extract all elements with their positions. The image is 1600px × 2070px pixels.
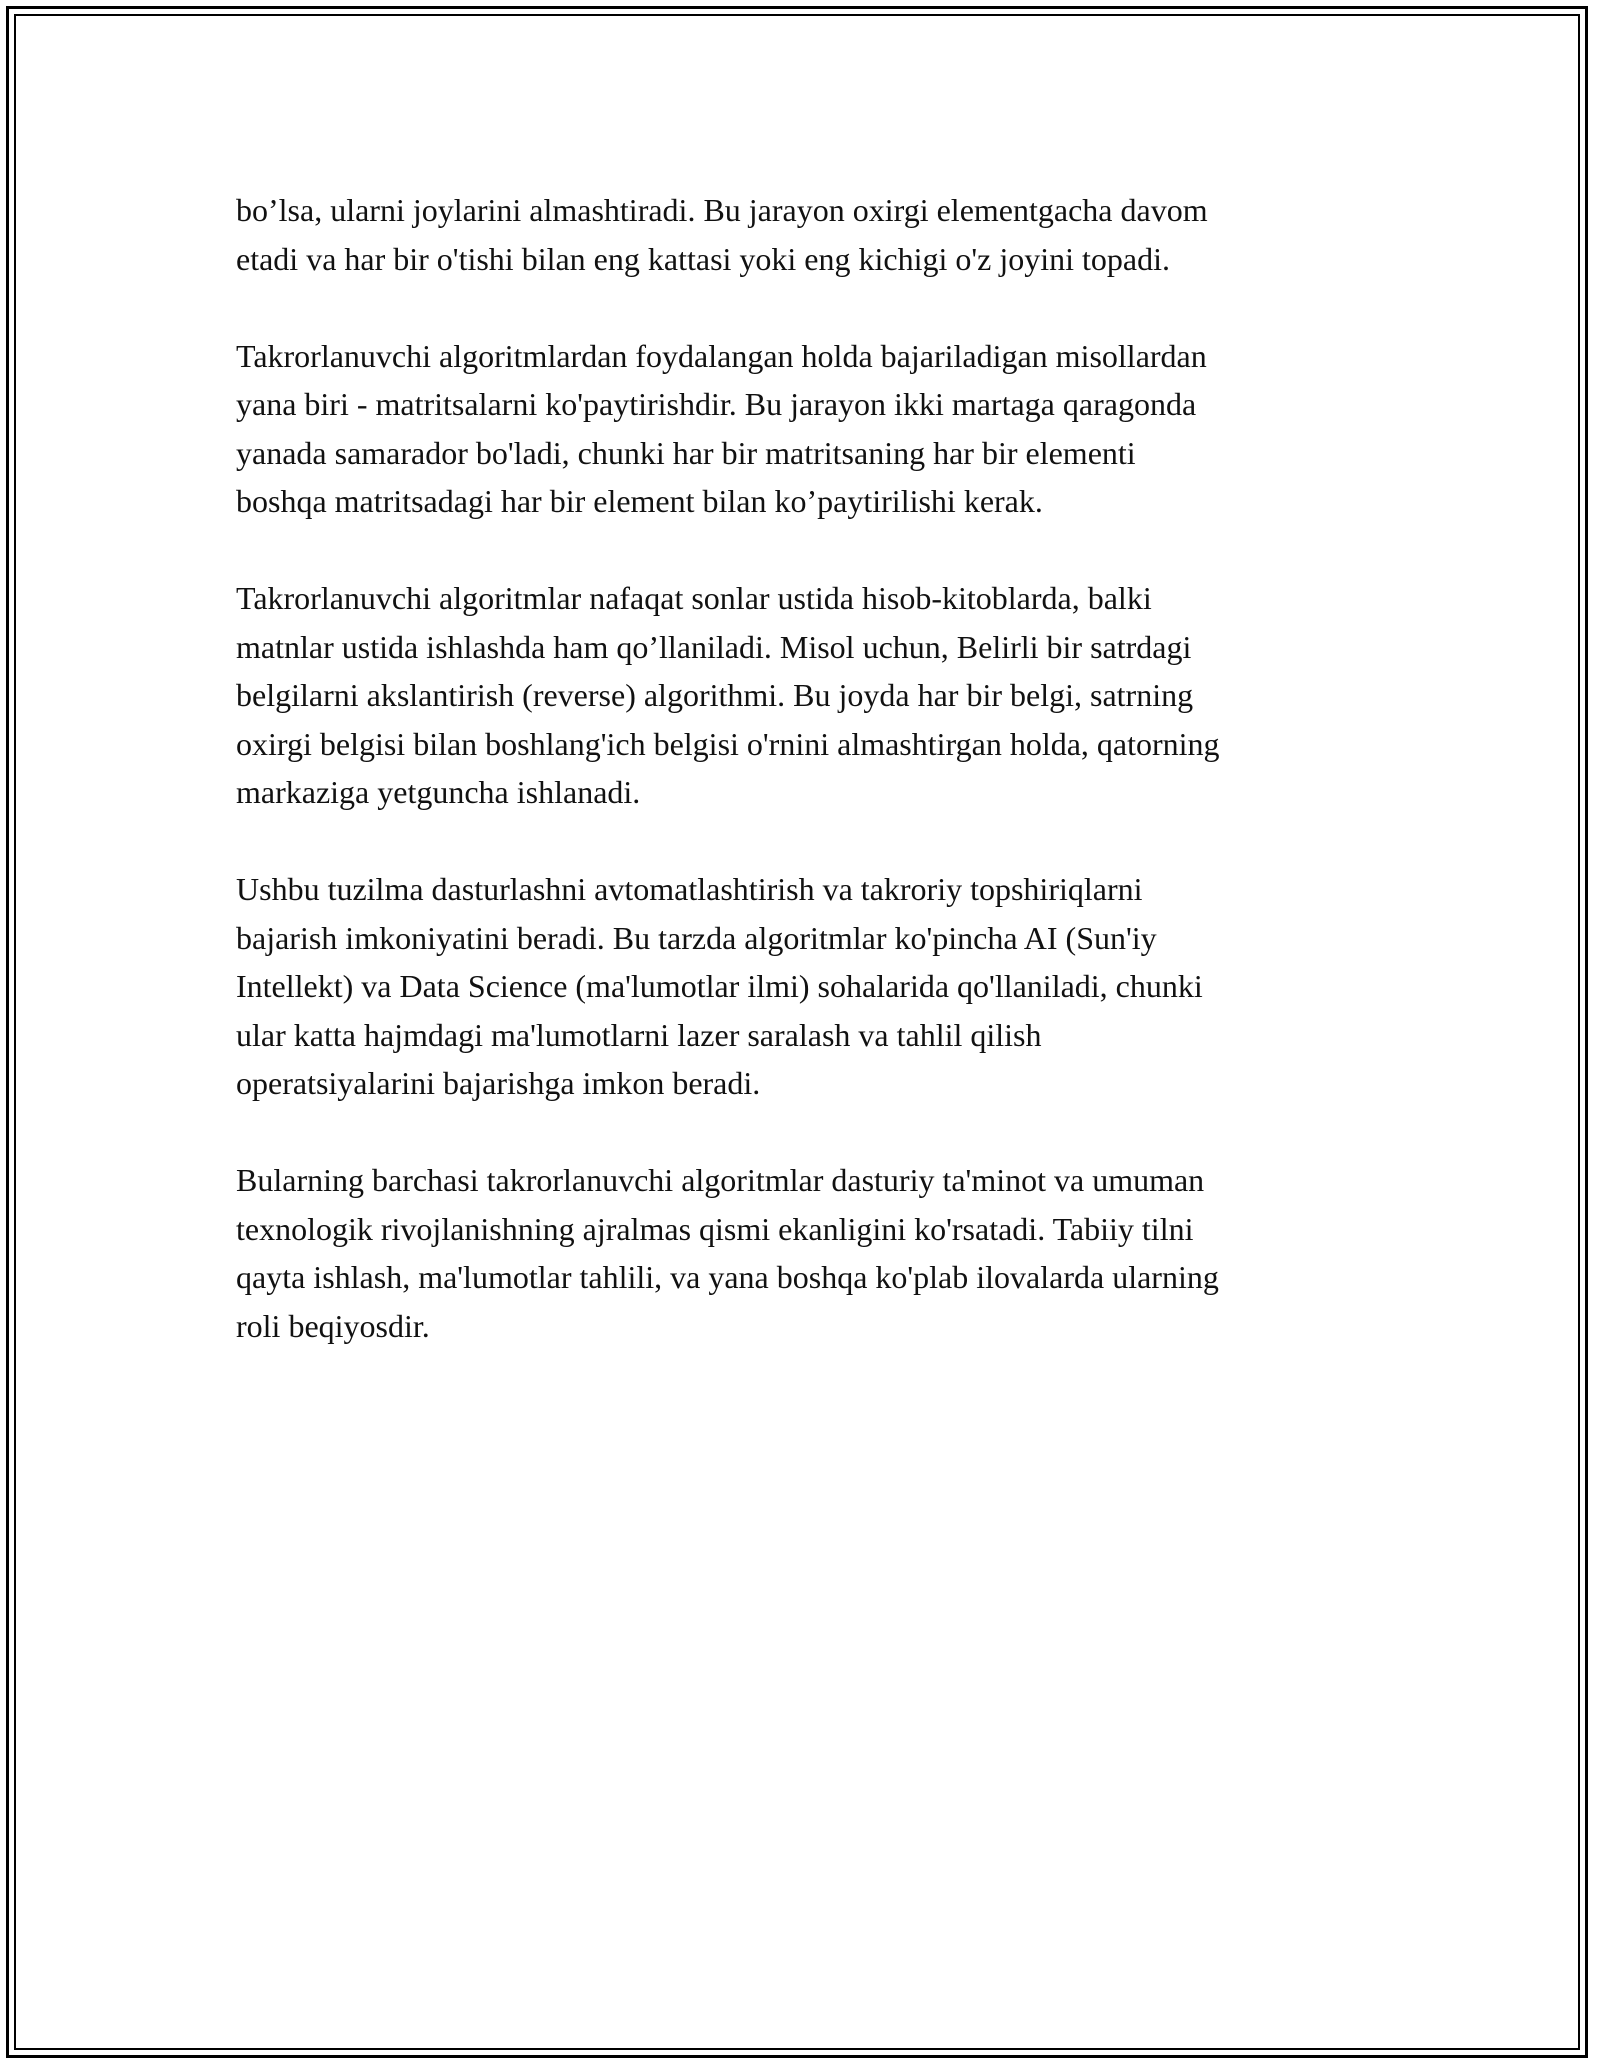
document-body [236, 186, 1366, 1399]
paragraph: Bularning barchasi takrorlanuvchi algoritmlar dasturiy ta'minot va umuman texnologik rivojlanishning ajralmas qismi ekanligini ko'rsatadi. Tabiiy tilni qayta ishlash, ma'lumotlar tahlili, va yana boshqa ko'plab ilovalarda ularning roli beqiyosdir. [236, 1162, 1219, 1344]
paragraph: bo’lsa, ularni joylarini almashtiradi. Bu jarayon oxirgi elementgacha davom etadi va har bir o'tishi bilan eng kattasi yoki eng kichigi o'z joyini topadi. [236, 192, 1208, 277]
paragraph: Ushbu tuzilma dasturlashni avtomatlashtirish va takroriy topshiriqlarni bajarish imkoniyatini beradi. Bu tarzda algoritmlar ko'pincha AI (Sun'iy Intellekt) va Data Science (ma'lumotlar ilmi) sohalarida qo'llaniladi, chunki ular katta hajmdagi ma'lumotlarni lazer saralash va tahlil qilish operatsiyalarini bajarishga imkon beradi. [236, 871, 1203, 1101]
paragraph: Takrorlanuvchi algoritmlar nafaqat sonlar ustida hisob-kitoblarda, balki matnlar ustida ishlashda ham qo’llaniladi. Misol uchun, Belirli bir satrdagi belgilarni akslantirish (reverse) algorithmi. Bu joyda har bir belgi, satrning oxirgi belgisi bilan boshlang'ich belgisi o'rnini almashtirgan holda, qatorning markaziga yetguncha ishlanadi. [236, 580, 1220, 810]
paragraph: Takrorlanuvchi algoritmlardan foydalangan holda bajariladigan misollardan yana biri - matritsalarni ko'paytirishdir. Bu jarayon ikki martaga qaragonda yanada samarador bo'ladi, chunki har bir matritsaning har bir elementi boshqa matritsadagi har bir element bilan ko’paytirilishi kerak. [236, 337, 1207, 519]
